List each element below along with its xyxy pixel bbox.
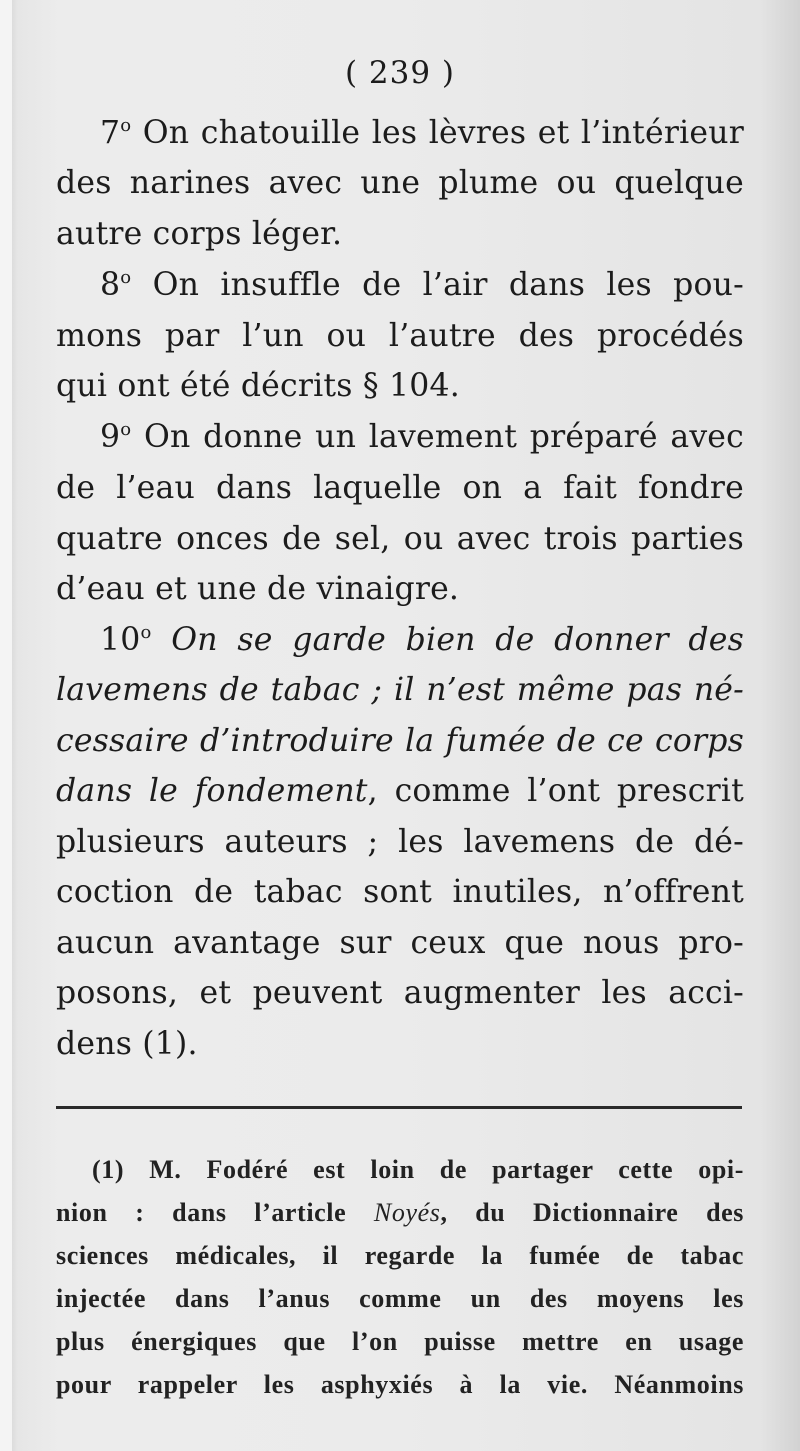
footnote-line-6: pour rappeler les asphyxiés à la vie. Néanmoins (56, 1370, 744, 1399)
body-line-15: plusieurs auteurs ; les lavemens de dé- (56, 824, 744, 860)
footnote-line-5: plus énergiques que l’on puisse mettre en usage (56, 1327, 744, 1356)
line-text: On insuffle de l’air dans les pou- (131, 267, 744, 303)
body-line-10: d’eau et une de vinaigre. (56, 571, 460, 607)
body-line-19: dens (1). (56, 1026, 198, 1062)
body-line-7 (100, 417, 744, 457)
footnote-rule (56, 1106, 742, 1109)
item-number: 10 (100, 622, 141, 658)
italic-text: cessaire d’introduire la fumée de ce corps (56, 723, 744, 759)
body-line-5: mons par l’un ou l’autre des procédés (56, 318, 744, 354)
item-number: 8 (100, 267, 121, 303)
line-text: nion : dans l’article (56, 1198, 374, 1227)
line-text: , du Dictionnaire des (440, 1198, 744, 1227)
line-text: On donne un lavement préparé avec (131, 419, 744, 455)
footnote-line-3: sciences médicales, il regarde la fumée de tabac (56, 1241, 744, 1270)
body-line-3: autre corps léger. (56, 216, 343, 252)
page-edge (0, 0, 12, 1451)
body-line-1 (100, 113, 744, 153)
item-number: 9 (100, 419, 121, 455)
body-line-11 (100, 620, 744, 660)
body-line-9: quatre onces de sel, ou avec trois parties (56, 521, 744, 557)
item-number: 7 (100, 115, 121, 151)
ordinal-mark: o (120, 419, 132, 440)
line-text: , comme l’ont prescrit (367, 773, 744, 809)
italic-text: dans le fondement (56, 773, 368, 809)
italic-text: Noyés (373, 1198, 441, 1227)
body-line-12 (56, 670, 744, 710)
body-line-2: des narines avec une plume ou quelque (56, 165, 744, 201)
italic-text: On se garde bien de donner des (171, 622, 744, 658)
footnote-line-2 (56, 1196, 744, 1230)
body-line-16: coction de tabac sont inutiles, n’offrent (56, 874, 744, 910)
body-line-8: de l’eau dans laquelle on a fait fondre (56, 470, 744, 506)
line-text: On chatouille les lèvres et l’intérieur (131, 115, 744, 151)
page-number: ( 239 ) (344, 55, 456, 91)
ordinal-mark: o (120, 267, 132, 288)
body-line-6: qui ont été décrits § 104. (56, 368, 460, 404)
footnote-line-1: (1) M. Fodéré est loin de partager cette opi- (92, 1155, 744, 1184)
body-line-17: aucun avantage sur ceux que nous pro- (56, 925, 744, 961)
ordinal-mark: o (120, 115, 132, 136)
body-line-13 (56, 721, 744, 761)
italic-text: lavemens de tabac ; il n’est même pas né- (56, 672, 744, 708)
body-line-14 (56, 771, 744, 811)
footnote-line-4: injectée dans l’anus comme un des moyens les (56, 1284, 744, 1313)
ordinal-mark: o (140, 622, 152, 643)
body-line-18: posons, et peuvent augmenter les acci- (56, 975, 744, 1011)
body-line-4 (100, 265, 744, 305)
